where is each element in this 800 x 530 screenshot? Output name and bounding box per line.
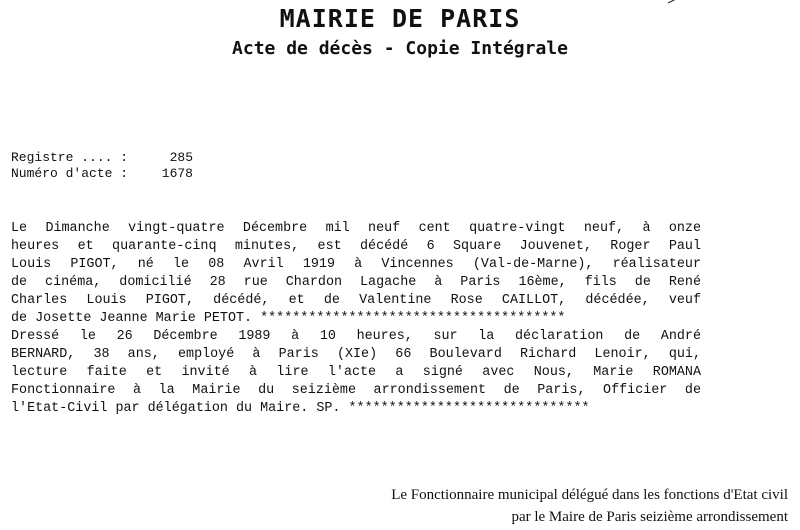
act-line: Le Dimanche vingt-quatre Décembre mil neuf cent quatre-vingt neuf, à onze — [11, 221, 701, 236]
act-line: l'Etat-Civil par délégation du Maire. SP. ****************************** — [11, 401, 590, 416]
registre-label: Registre .... : — [11, 150, 129, 165]
act-text — [11, 220, 701, 418]
act-line: Dressé le 26 Décembre 1989 à 10 heures, sur la déclaration de André — [11, 329, 701, 344]
numero-label: Numéro d'acte : — [11, 166, 129, 181]
act-line: lecture faite et invité à lire l'acte a signé avec Nous, Marie ROMANA — [11, 365, 701, 380]
signature-line-2: par le Maire de Paris seizième arrondissement — [511, 509, 788, 525]
registre-value: 285 — [169, 150, 193, 165]
act-line: Louis PIGOT, né le 08 Avril 1919 à Vincennes (Val-de-Marne), réalisateur — [11, 257, 701, 272]
act-line: de Josette Jeanne Marie PETOT. ************************************** — [11, 311, 566, 326]
signature-line-1: Le Fonctionnaire municipal délégué dans les fonctions d'Etat civil — [391, 487, 788, 503]
signature-block — [391, 484, 788, 528]
numero-value: 1678 — [161, 166, 193, 181]
act-line: BERNARD, 38 ans, employé à Paris (XIe) 66 Boulevard Richard Lenoir, qui, — [11, 347, 701, 362]
registre-row — [11, 150, 193, 166]
register-block — [11, 150, 193, 182]
act-line: de cinéma, domicilié 28 rue Chardon Lagache à Paris 16ème, fils de René — [11, 275, 701, 290]
numero-row — [11, 166, 193, 182]
act-line: Fonctionnaire à la Mairie du seizième arrondissement de Paris, Officier de — [11, 383, 701, 398]
act-line: heures et quarante-cinq minutes, est décédé 6 Square Jouvenet, Roger Paul — [11, 239, 701, 254]
page-title: MAIRIE DE PARIS — [279, 4, 521, 33]
act-line: Charles Louis PIGOT, décédé, et de Valentine Rose CAILLOT, décédée, veuf — [11, 293, 701, 308]
page-subtitle: Acte de décès - Copie Intégrale — [232, 38, 568, 59]
